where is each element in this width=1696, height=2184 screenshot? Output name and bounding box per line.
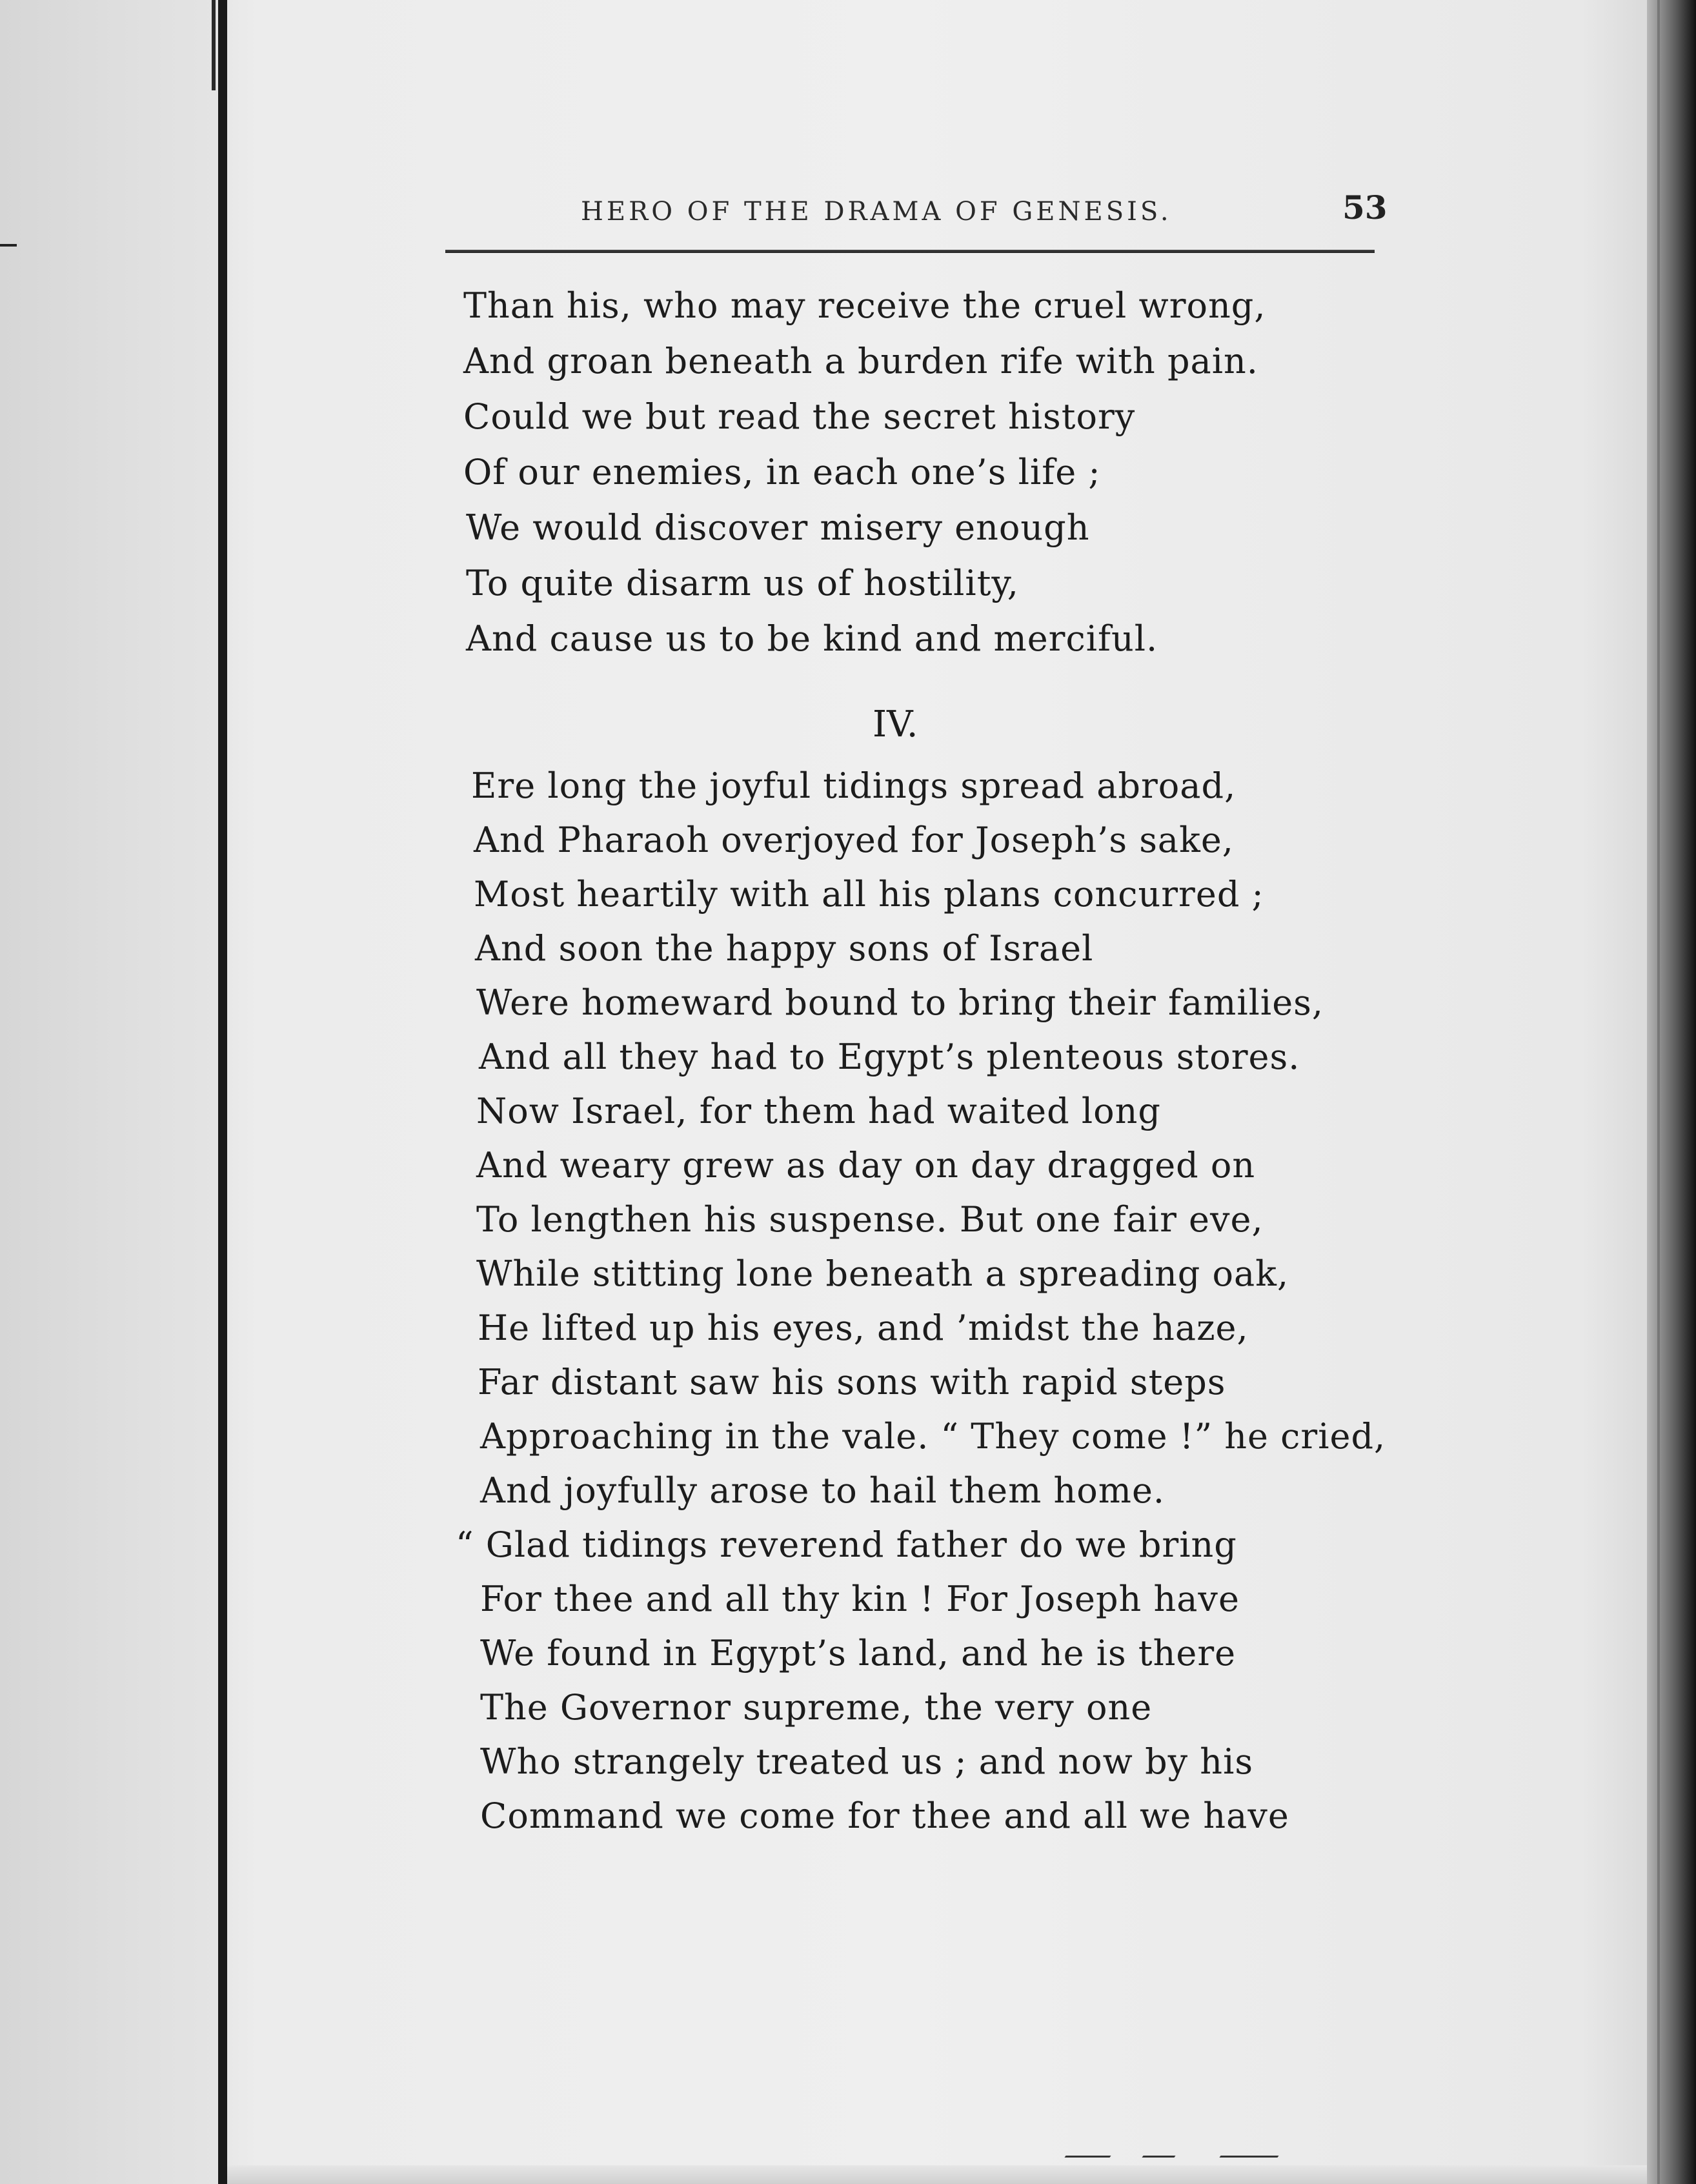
header-rule xyxy=(445,250,1375,253)
poem-line: To quite disarm us of hostility, xyxy=(466,563,1019,603)
poem-line: And joyfully arose to hail them home. xyxy=(480,1470,1166,1511)
poem-line: Command we come for thee and all we have xyxy=(480,1795,1289,1836)
poem-line: For thee and all thy kin ! For Joseph have xyxy=(480,1579,1240,1619)
poem-line: We found in Egypt’s land, and he is there xyxy=(480,1633,1237,1673)
section-number: IV. xyxy=(873,703,918,745)
poem-line: Than his, who may receive the cruel wrong, xyxy=(463,285,1266,326)
poem-line: While stitting lone beneath a spreading oak, xyxy=(476,1253,1289,1294)
poem-line: The Governor supreme, the very one xyxy=(480,1687,1153,1728)
poem-line: Who strangely treated us ; and now by his xyxy=(480,1741,1254,1782)
poem-line: And soon the happy sons of Israel xyxy=(475,928,1094,969)
running-title: HERO OF THE DRAMA OF GENESIS. xyxy=(581,197,1172,227)
poem-line: Now Israel, for them had waited long xyxy=(476,1091,1161,1131)
bottom-page-edge xyxy=(227,2165,1647,2184)
poem-line: Were homeward bound to bring their families, xyxy=(476,982,1324,1023)
poem-line: And groan beneath a burden rife with pain. xyxy=(463,341,1258,381)
book-gutter xyxy=(218,0,227,2184)
poem-line: To lengthen his suspense. But one fair eve, xyxy=(476,1199,1264,1240)
poem-line: “ Glad tidings reverend father do we bring xyxy=(456,1524,1237,1565)
poem-line: And Pharaoh overjoyed for Joseph’s sake, xyxy=(474,820,1234,860)
right-edge-line xyxy=(1657,0,1660,2184)
poem-line: He lifted up his eyes, and ’midst the haze, xyxy=(478,1308,1249,1348)
poem-line: We would discover misery enough xyxy=(466,507,1090,548)
poem-line: And weary grew as day on day dragged on xyxy=(476,1145,1256,1186)
poem-line: Far distant saw his sons with rapid steps xyxy=(478,1362,1226,1402)
poem-line: Ere long the joyful tidings spread abroad, xyxy=(471,765,1237,806)
poem-line: And all they had to Egypt’s plenteous stores. xyxy=(479,1036,1300,1077)
left-page-edge xyxy=(0,0,219,2184)
left-margin-mark xyxy=(0,244,17,247)
poem-line: Approaching in the vale. “ They come !” he cried, xyxy=(480,1416,1386,1457)
gutter-shadow xyxy=(212,0,216,90)
poem-line: Could we but read the secret history xyxy=(463,396,1136,437)
poem-line: And cause us to be kind and merciful. xyxy=(466,618,1158,659)
poem-line: Most heartily with all his plans concurred ; xyxy=(474,874,1264,915)
page-number: 53 xyxy=(1342,188,1388,227)
poem-line: Of our enemies, in each one’s life ; xyxy=(463,452,1101,492)
right-page-edge xyxy=(1647,0,1696,2184)
